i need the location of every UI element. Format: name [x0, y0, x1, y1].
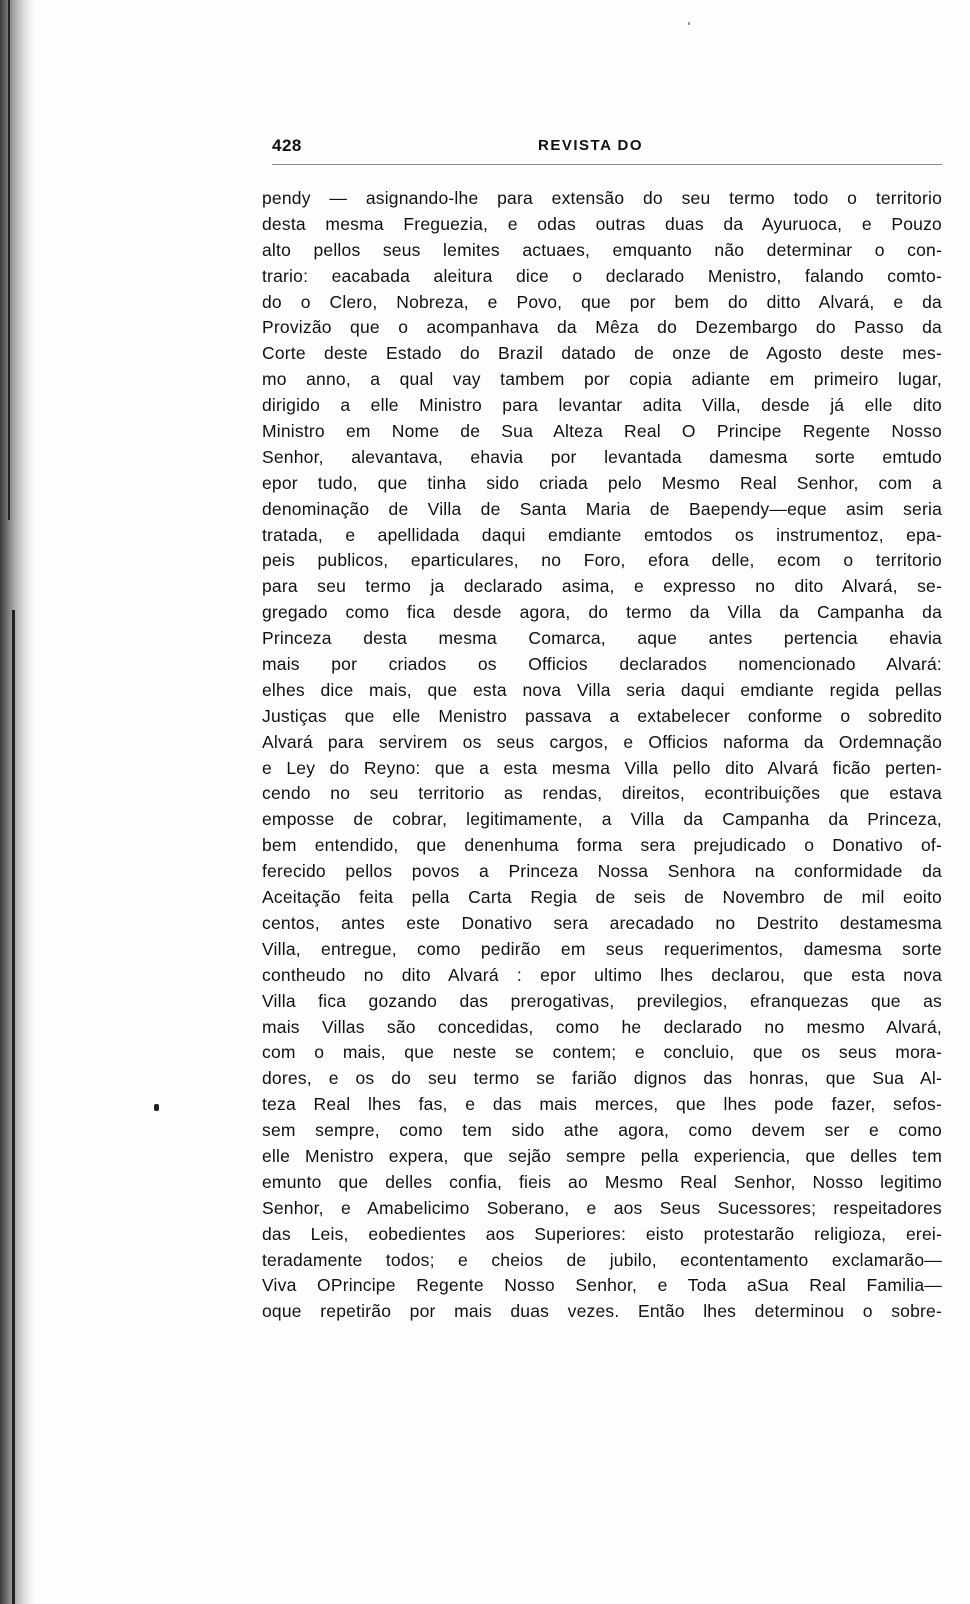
text-line: peis publicos, eparticulares, no Foro, efora delle, ecom o territorio: [262, 550, 942, 571]
margin-mark: [154, 1104, 159, 1111]
text-line: para seu termo ja declarado asima, e expresso no dito Alvará, se-: [262, 576, 942, 597]
text-line: cendo no seu territorio as rendas, direitos, econtribuições que estava: [262, 783, 942, 804]
text-line: teradamente todos; e cheios de jubilo, econtentamento exclamarão—: [262, 1249, 942, 1270]
binding-edge: [0, 0, 34, 1604]
text-line: Justiças que elle Menistro passava a extabelecer conforme o sobredito: [262, 705, 942, 726]
running-title: REVISTA DO: [538, 137, 644, 154]
text-line: elhes dice mais, que esta nova Villa seria daqui emdiante regida pellas: [262, 679, 942, 700]
text-line: Princeza desta mesma Comarca, aque antes pertencia ehavia: [262, 628, 942, 649]
text-line: centos, antes este Donativo sera arecadado no Destrito destamesma: [262, 912, 942, 933]
text-line: mais por criados os Officios declarados nomencionado Alvará:: [262, 654, 942, 675]
text-line: mo anno, a qual vay tambem por copia adiante em primeiro lugar,: [262, 369, 942, 390]
text-line: elle Menistro expera, que sejão sempre pella experiencia, que delles tem: [262, 1145, 942, 1166]
text-line: contheudo no dito Alvará : epor ultimo lhes declarou, que esta nova: [262, 964, 942, 985]
text-line: dores, e os do seu termo se farião dignos das honras, que Sua Al-: [262, 1068, 942, 1089]
page-number: 428: [272, 136, 302, 155]
text-line: com o mais, que neste se contem; e concluio, que os seus mora-: [262, 1042, 942, 1063]
text-line: ferecido pellos povos a Princeza Nossa Senhora na conformidade da: [262, 861, 942, 882]
text-line: do o Clero, Nobreza, e Povo, que por bem do ditto Alvará, e da: [262, 291, 942, 312]
text-line: Corte deste Estado do Brazil datado de onze de Agosto deste mes-: [262, 343, 942, 364]
text-line: Villa, entregue, como pedirão em seus requerimentos, damesma sorte: [262, 938, 942, 959]
text-line: Viva OPrincipe Regente Nosso Senhor, e Toda aSua Real Familia—: [262, 1275, 942, 1296]
text-line: sem sempre, como tem sido athe agora, como devem ser e como: [262, 1120, 942, 1141]
header-rule: [272, 164, 942, 165]
page-header: [272, 136, 942, 162]
text-line: bem entendido, que denenhuma forma sera prejudicado o Donativo of-: [262, 835, 942, 856]
text-line: Villa fica gozando das prerogativas, previlegios, efranquezas que as: [262, 990, 942, 1011]
text-line: desta mesma Freguezia, e odas outras duas da Ayuruoca, e Pouzo: [262, 213, 942, 234]
text-line: epor tudo, que tinha sido criada pelo Mesmo Real Senhor, com a: [262, 472, 942, 493]
text-line: emposse de cobrar, legitimamente, a Villa da Campanha da Princeza,: [262, 809, 942, 830]
text-line: emunto que delles confia, fieis ao Mesmo Real Senhor, Nosso legitimo: [262, 1171, 942, 1192]
scan-speck: [688, 22, 690, 25]
text-line: dirigido a elle Ministro para levantar adita Villa, desde já elle dito: [262, 395, 942, 416]
binding-shadow-line: [8, 0, 10, 520]
binding-shadow-line: [12, 610, 15, 1604]
text-line: Senhor, e Amabelicimo Soberano, e aos Seus Sucessores; respeitadores: [262, 1197, 942, 1218]
text-line: e Ley do Reyno: que a esta mesma Villa pello dito Alvará ficão perten-: [262, 757, 942, 778]
text-line: denominação de Villa de Santa Maria de Baependy—eque asim seria: [262, 498, 942, 519]
text-line: alto pellos seus lemites actuaes, emquanto não determinar o con-: [262, 239, 942, 260]
text-line: oque repetirão por mais duas vezes. Então lhes determinou o sobre-: [262, 1301, 942, 1322]
text-line: pendy — asignando-lhe para extensão do seu termo todo o territorio: [262, 188, 942, 208]
text-line: Alvará para servirem os seus cargos, e Officios naforma da Ordemnação: [262, 731, 942, 752]
text-line: Ministro em Nome de Sua Alteza Real O Principe Regente Nosso: [262, 421, 942, 442]
text-line: gregado como fica desde agora, do termo da Villa da Campanha da: [262, 602, 942, 623]
text-line: teza Real lhes fas, e das mais merces, que lhes pode fazer, sefos-: [262, 1094, 942, 1115]
text-line: Provizão que o acompanhava da Mêza do Dezembargo do Passo da: [262, 317, 942, 338]
body-text: [262, 186, 942, 1325]
text-line: mais Villas são concedidas, como he declarado no mesmo Alvará,: [262, 1016, 942, 1037]
text-line: das Leis, eobedientes aos Superiores: eisto protestarão religioza, erei-: [262, 1223, 942, 1244]
text-line: tratada, e apellidada daqui emdiante emtodos os instrumentoz, epa-: [262, 524, 942, 545]
text-line: trario: eacabada aleitura dice o declarado Menistro, falando comto-: [262, 265, 942, 286]
text-line: Aceitação feita pella Carta Regia de seis de Novembro de mil eoito: [262, 887, 942, 908]
text-line: Senhor, alevantava, ehavia por levantada damesma sorte emtudo: [262, 446, 942, 467]
